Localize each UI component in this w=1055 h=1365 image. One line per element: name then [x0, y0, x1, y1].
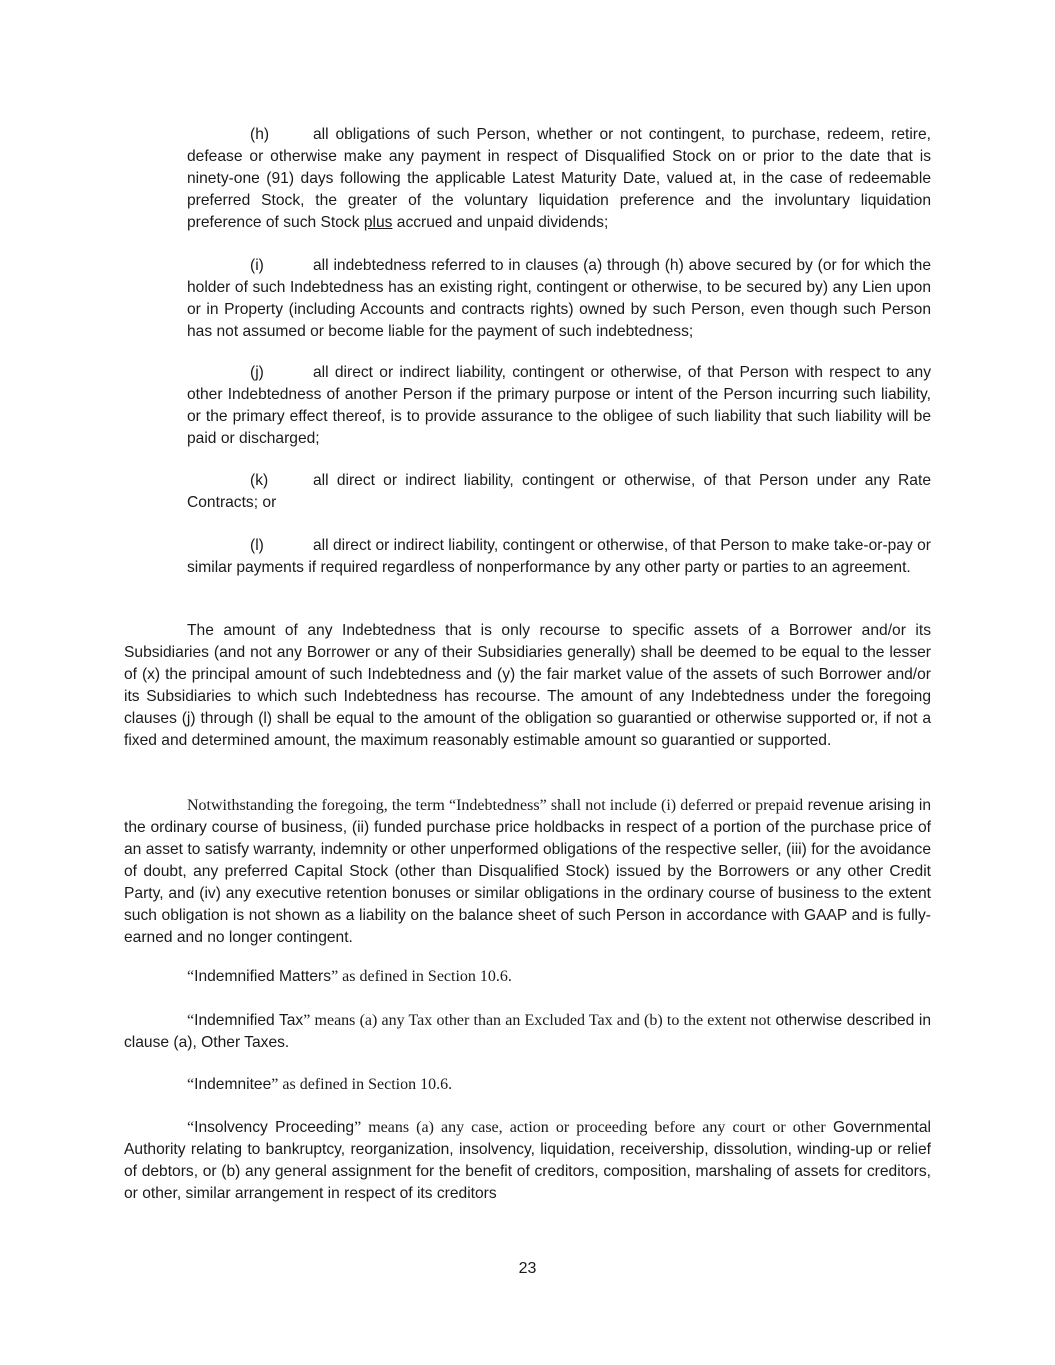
definition-text-continued: otherwise described in clause (a), Other Taxes.	[124, 1012, 931, 1051]
defined-term: Indemnitee	[194, 1076, 272, 1093]
clause-label: (l)	[250, 537, 264, 554]
definition-text: as defined in Section 10.6.	[278, 1076, 453, 1093]
defined-term: Insolvency Proceeding	[194, 1119, 355, 1136]
open-quote: “	[187, 1119, 195, 1136]
notwithstanding-paragraph	[124, 795, 931, 949]
definition-text-continued: Governmental Authority relating to bankruptcy, reorganization, insolvency, liquidation, receivership, dissolution, winding-up or relief of debtors, or (b) any general assignment for the benefit of creditors, composition, marshaling of assets for creditors, or other, similar arrangement in respect of its creditors	[124, 1119, 931, 1202]
underlined-word: plus	[363, 214, 393, 231]
definition-text: as defined in Section 10.6.	[338, 968, 512, 985]
clause-text-end: accrued and unpaid dividends;	[392, 214, 609, 231]
close-quote: ”	[354, 1119, 362, 1136]
close-quote: ”	[331, 968, 339, 985]
clause-k	[187, 470, 931, 514]
close-quote: ”	[271, 1076, 279, 1093]
definition-text: means (a) any Tax other than an Excluded Tax and (b) to the extent not	[310, 1012, 771, 1029]
clause-j	[187, 362, 931, 450]
definition-insolvency-proceeding	[124, 1117, 931, 1205]
clause-text: all obligations of such Person, whether or not contingent, to purchase, redeem, retire, defease or otherwise make any payment in respect of Disqualified Stock on or prior to the date that is ninety-one (91) days following the applicable Latest Maturity Date, valued at, in the case of redeemable preferred Stock, the greater of the voluntary liquidation preference and the involuntary liquidation preference of such Stock	[187, 126, 931, 231]
clause-h	[187, 124, 931, 234]
open-quote: “	[187, 1012, 195, 1029]
defined-term: Indemnified Matters	[194, 968, 332, 985]
clause-label: (k)	[250, 472, 269, 489]
clause-label: (h)	[250, 126, 270, 143]
clause-i	[187, 255, 931, 343]
amount-paragraph	[124, 620, 931, 752]
definition-indemnitee	[124, 1074, 931, 1096]
clause-label: (i)	[250, 257, 264, 274]
paragraph-text: revenue arising in the ordinary course of business, (ii) funded purchase price holdbacks in respect of a portion of the purchase price of an asset to satisfy warranty, indemnity or other unperformed obligations of the respective seller, (iii) for the avoidance of doubt, any preferred Capital Stock (other than Disqualified Stock) issued by the Borrowers or any other Credit Party, and (iv) any executive retention bonuses or similar obligations in the ordinary course of business to the extent such obligation is not shown as a liability on the balance sheet of such Person in accordance with GAAP and is fully-earned and no longer contingent.	[124, 797, 931, 946]
paragraph-text-serif: Notwithstanding the foregoing, the term “Indebtedness” shall not include (i) deferred or prepaid	[187, 797, 804, 814]
open-quote: “	[187, 1076, 195, 1093]
clause-text: all direct or indirect liability, contingent or otherwise, of that Person with respect to any other Indebtedness of another Person if the primary purpose or intent of the Person incurring such liability, or the primary effect thereof, is to provide assurance to the obligee of such liability that such liability will be paid or discharged;	[187, 364, 931, 447]
open-quote: “	[187, 968, 195, 985]
clause-text: all indebtedness referred to in clauses (a) through (h) above secured by (or for which the holder of such Indebtedness has an existing right, contingent or otherwise, to be secured by) any Lien upon or in Property (including Accounts and contracts rights) owned by such Person, even though such Person has not assumed or become liable for the payment of such indebtedness;	[187, 257, 931, 340]
clause-text: all direct or indirect liability, contingent or otherwise, of that Person to make take-or-pay or similar payments if required regardless of nonperformance by any other party or parties to an agreement.	[187, 537, 931, 576]
page-number: 23	[518, 1260, 537, 1277]
clause-label: (j)	[250, 364, 264, 381]
clause-l	[187, 535, 931, 579]
definition-indemnified-matters	[124, 966, 931, 988]
definition-text: means (a) any case, action or proceeding before any court or other	[361, 1119, 826, 1136]
defined-term: Indemnified Tax	[194, 1012, 304, 1029]
definition-indemnified-tax	[124, 1010, 931, 1054]
paragraph-text: The amount of any Indebtedness that is only recourse to specific assets of a Borrower and/or its Subsidiaries (and not any Borrower or any of their Subsidiaries generally) shall be deemed to be equal to the lesser of (x) the principal amount of such Indebtedness and (y) the fair market value of the assets of such Borrower and/or its Subsidiaries to which such Indebtedness has recourse. The amount of any Indebtedness under the foregoing clauses (j) through (l) shall be equal to the amount of the obligation so guarantied or otherwise supported or, if not a fixed and determined amount, the maximum reasonably estimable amount so guarantied or supported.	[124, 622, 931, 749]
clause-text: all direct or indirect liability, contingent or otherwise, of that Person under any Rate Contracts; or	[187, 472, 931, 511]
close-quote: ”	[303, 1012, 311, 1029]
